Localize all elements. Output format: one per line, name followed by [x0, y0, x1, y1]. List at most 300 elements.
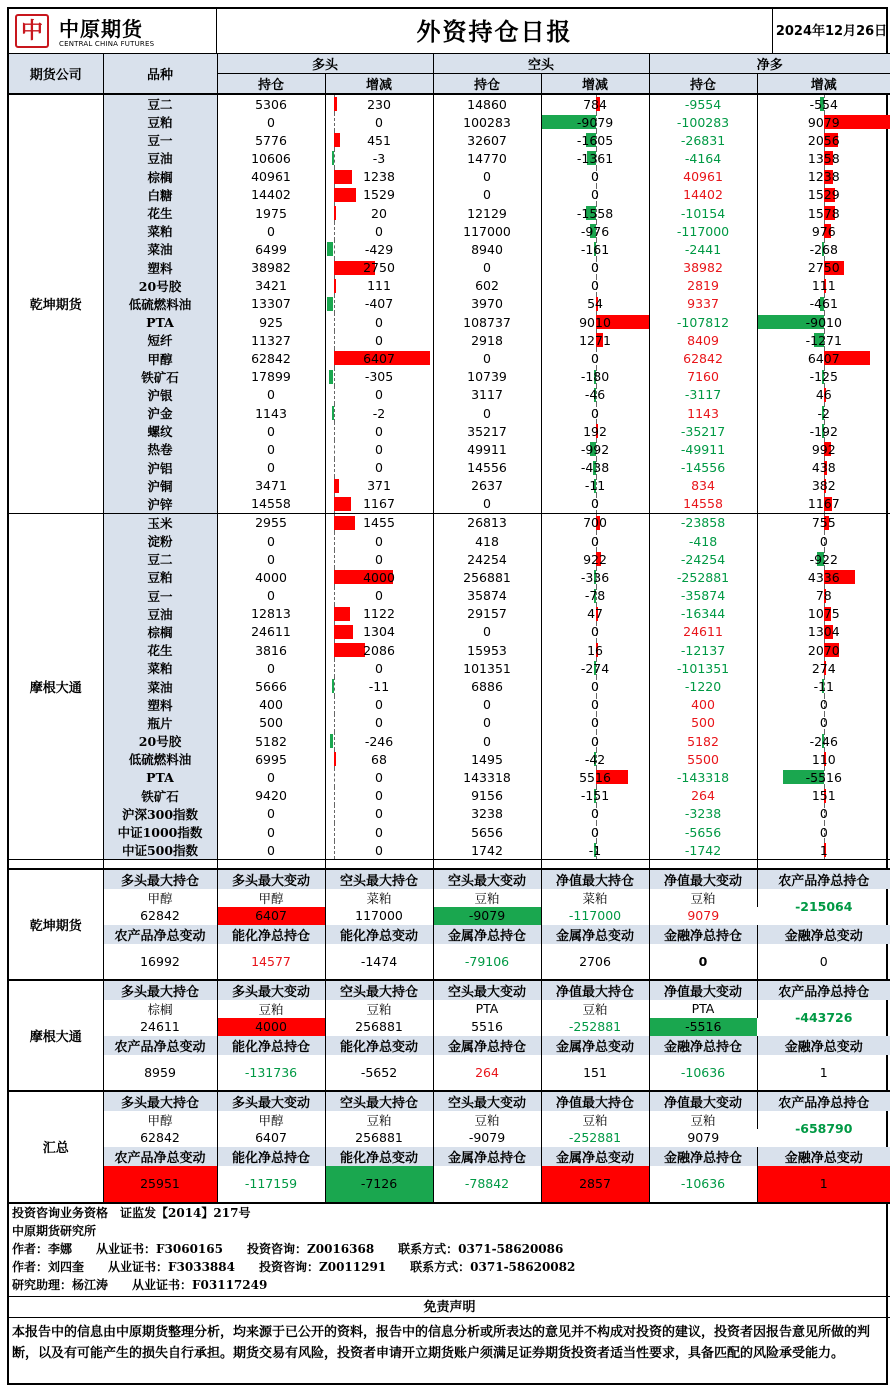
net-change	[757, 823, 890, 841]
footer	[9, 1202, 890, 1294]
cell-value: 0	[267, 660, 275, 676]
short-hold	[433, 94, 541, 113]
long-change	[325, 750, 433, 768]
cell-value: 46	[815, 387, 832, 403]
long-hold	[217, 386, 325, 404]
summary-value: 14577	[217, 944, 325, 980]
long-change	[325, 113, 433, 131]
cell-value: 1143	[255, 405, 287, 421]
positions-table	[9, 54, 890, 868]
cell-value: 0	[819, 715, 828, 731]
summary-header: 空头最大变动	[433, 980, 541, 1000]
short-change	[541, 204, 649, 222]
cell-value: 2819	[687, 278, 719, 294]
long-change	[325, 768, 433, 786]
cell-value: 40961	[251, 169, 291, 185]
cell-value: 418	[475, 533, 499, 549]
cell-value: 0	[375, 441, 383, 457]
cell-value: 0	[483, 169, 491, 185]
long-change	[325, 787, 433, 805]
short-change	[541, 131, 649, 149]
table-row	[9, 659, 890, 677]
variety-name: 20号胶	[103, 277, 217, 295]
summary-company: 汇总	[9, 1091, 103, 1202]
net-change	[757, 732, 890, 750]
long-hold	[217, 787, 325, 805]
net-change	[757, 477, 890, 495]
net-hold	[649, 404, 757, 422]
net-change	[757, 222, 890, 240]
summary-header: 空头最大变动	[433, 869, 541, 889]
cell-value: -976	[580, 223, 610, 239]
cell-value: 68	[371, 751, 387, 767]
long-hold	[217, 623, 325, 641]
net-hold	[649, 677, 757, 695]
net-hold	[649, 277, 757, 295]
cell-value: 24254	[467, 551, 507, 567]
cell-value: 192	[583, 423, 607, 439]
change-bar	[334, 516, 356, 530]
short-change	[541, 587, 649, 605]
variety-name: 花生	[103, 204, 217, 222]
col-net-hold: 持仓	[649, 74, 757, 95]
table-row	[9, 677, 890, 695]
short-change	[541, 805, 649, 823]
summary-header: 净值最大变动	[649, 980, 757, 1000]
cell-value: 14402	[683, 187, 723, 203]
summary-item: 甲醇	[217, 1111, 325, 1129]
long-hold	[217, 659, 325, 677]
col-variety: 品种	[103, 54, 217, 94]
cell-value: 2086	[363, 642, 395, 658]
cell-value: 0	[375, 332, 383, 348]
bar-axis	[334, 677, 335, 695]
cell-value: 0	[375, 588, 383, 604]
cell-value: 0	[483, 496, 491, 512]
cell-value: 0	[483, 351, 491, 367]
summary-agri-net: -443726	[795, 1010, 853, 1026]
net-change	[757, 641, 890, 659]
cell-value: 0	[591, 405, 599, 421]
cell-value: 0	[483, 624, 491, 640]
long-hold	[217, 714, 325, 732]
cell-value: -5516	[805, 769, 842, 785]
table-row	[9, 204, 890, 222]
cell-value: 0	[375, 551, 383, 567]
summary-header: 金融净总变动	[757, 1036, 890, 1055]
long-change	[325, 587, 433, 605]
summary-header: 农产品净总持仓	[757, 980, 890, 1000]
logo-mark-icon: 中	[15, 14, 49, 48]
net-hold	[649, 94, 757, 113]
long-hold	[217, 222, 325, 240]
summary-header: 空头最大持仓	[325, 980, 433, 1000]
short-change	[541, 368, 649, 386]
cell-value: 0	[591, 187, 599, 203]
short-change	[541, 714, 649, 732]
variety-name: 短纤	[103, 331, 217, 349]
long-hold	[217, 550, 325, 568]
short-change	[541, 440, 649, 458]
summary-item: PTA	[433, 1000, 541, 1018]
cell-value: 0	[267, 824, 275, 840]
cell-value: 0	[267, 387, 275, 403]
cell-value: 1578	[807, 205, 840, 221]
bar-axis	[334, 532, 335, 550]
long-change	[325, 459, 433, 477]
short-hold	[433, 805, 541, 823]
cell-value: 0	[591, 697, 599, 713]
net-change	[757, 623, 890, 641]
short-change	[541, 568, 649, 586]
footer-author-1: 作者：李娜 从业证书：F3060165 投资咨询：Z0016368 联系方式：0371-58620086	[12, 1241, 564, 1256]
net-hold	[649, 113, 757, 131]
summary-row	[9, 1000, 890, 1018]
summary-header: 空头最大持仓	[325, 869, 433, 889]
long-change	[325, 368, 433, 386]
cell-value: 3117	[471, 387, 503, 403]
cell-value: 17899	[251, 369, 291, 385]
summary-value: -5516	[649, 1018, 757, 1036]
change-bar	[327, 242, 333, 256]
long-hold	[217, 641, 325, 659]
short-change	[541, 149, 649, 167]
long-hold	[217, 841, 325, 860]
net-hold	[649, 623, 757, 641]
cell-value: 0	[267, 441, 275, 457]
cell-value: -1605	[576, 132, 614, 148]
cell-value: 14402	[251, 187, 291, 203]
change-bar	[334, 206, 336, 220]
short-hold	[433, 495, 541, 514]
cell-value: 0	[267, 423, 275, 439]
summary-value: 264	[433, 1055, 541, 1091]
cell-value: 2056	[807, 132, 840, 148]
cell-value: -23858	[680, 515, 726, 531]
long-change	[325, 641, 433, 659]
summary-value: -252881	[541, 1129, 649, 1147]
cell-value: 0	[267, 769, 275, 785]
logo-cn: 中原期货	[59, 17, 143, 41]
summary-header: 农产品净总变动	[103, 925, 217, 944]
short-change	[541, 696, 649, 714]
net-hold	[649, 349, 757, 367]
short-change	[541, 768, 649, 786]
disclaimer	[9, 1296, 890, 1368]
cell-value: 14558	[683, 496, 723, 512]
short-change	[541, 732, 649, 750]
cell-value: -922	[809, 551, 838, 567]
cell-value: 0	[267, 588, 275, 604]
change-bar	[334, 479, 340, 493]
cell-value: 1358	[807, 150, 840, 166]
table-row	[9, 295, 890, 313]
variety-name: 沪金	[103, 404, 217, 422]
long-change	[325, 94, 433, 113]
cell-value: 500	[259, 715, 283, 731]
cell-value: 0	[267, 460, 275, 476]
table-row	[9, 696, 890, 714]
cell-value: 24611	[683, 624, 723, 640]
cell-value: 1143	[687, 405, 719, 421]
bar-axis	[334, 805, 335, 823]
cell-value: -9554	[684, 96, 722, 112]
net-hold	[649, 295, 757, 313]
variety-name: 热卷	[103, 440, 217, 458]
cell-value: 500	[691, 715, 715, 731]
table-row	[9, 131, 890, 149]
long-change	[325, 222, 433, 240]
cell-value: 976	[811, 223, 836, 239]
short-change	[541, 659, 649, 677]
short-change	[541, 277, 649, 295]
long-change	[325, 131, 433, 149]
long-change	[325, 841, 433, 860]
summary-value: -7126	[325, 1166, 433, 1202]
long-change	[325, 805, 433, 823]
net-change	[757, 841, 890, 860]
change-bar	[329, 370, 334, 384]
change-bar	[334, 643, 365, 657]
long-change	[325, 823, 433, 841]
table-row	[9, 477, 890, 495]
long-change	[325, 550, 433, 568]
cell-value: 62842	[251, 351, 291, 367]
short-hold	[433, 677, 541, 695]
net-change	[757, 440, 890, 458]
cell-value: 10606	[251, 150, 291, 166]
net-change	[757, 295, 890, 313]
long-change	[325, 714, 433, 732]
cell-value: -117000	[676, 223, 730, 239]
cell-value: 47	[587, 606, 603, 622]
cell-value: -143318	[676, 769, 730, 785]
long-hold	[217, 605, 325, 623]
cell-value: 1122	[363, 606, 395, 622]
short-hold	[433, 750, 541, 768]
cell-value: -42	[584, 751, 606, 767]
short-hold	[433, 168, 541, 186]
cell-value: -3	[372, 150, 386, 166]
net-change	[757, 532, 890, 550]
short-hold	[433, 259, 541, 277]
net-change	[757, 404, 890, 422]
bar-axis	[334, 823, 335, 841]
cell-value: 0	[819, 697, 828, 713]
variety-name: 铁矿石	[103, 368, 217, 386]
long-hold	[217, 295, 325, 313]
long-change	[325, 404, 433, 422]
summary-header: 金属净总变动	[541, 1147, 649, 1166]
cell-value: -4164	[684, 150, 722, 166]
short-change	[541, 349, 649, 367]
cell-value: 9420	[255, 788, 287, 804]
net-hold	[649, 459, 757, 477]
variety-name: 豆二	[103, 550, 217, 568]
cell-value: -1742	[684, 842, 722, 858]
summary-item: 豆粕	[649, 1111, 757, 1129]
disclaimer-title: 免责声明	[9, 1296, 890, 1318]
short-hold	[433, 513, 541, 532]
cell-value: -9079	[576, 114, 614, 130]
net-hold	[649, 605, 757, 623]
logo	[9, 9, 217, 54]
summary-header: 农产品净总变动	[103, 1147, 217, 1166]
summary-item: 豆粕	[325, 1000, 433, 1018]
cell-value: -26831	[680, 132, 726, 148]
cell-value: -107812	[676, 314, 730, 330]
cell-value: 256881	[463, 569, 511, 585]
summary-header: 金属净总持仓	[433, 1036, 541, 1055]
cell-value: 5656	[471, 824, 503, 840]
net-hold	[649, 149, 757, 167]
cell-value: 6407	[363, 351, 395, 367]
cell-value: 32607	[467, 132, 507, 148]
net-hold	[649, 259, 757, 277]
long-change	[325, 331, 433, 349]
cell-value: 14556	[467, 460, 507, 476]
cell-value: 6499	[255, 241, 287, 257]
net-change	[757, 587, 890, 605]
short-hold	[433, 823, 541, 841]
summary-header: 金属净总变动	[541, 1036, 649, 1055]
summary-value: 256881	[325, 1018, 433, 1036]
bar-axis	[334, 696, 335, 714]
variety-name: 塑料	[103, 696, 217, 714]
variety-name: PTA	[103, 768, 217, 786]
variety-name: 沪深300指数	[103, 805, 217, 823]
short-hold	[433, 313, 541, 331]
variety-name: 甲醇	[103, 349, 217, 367]
cell-value: 2918	[471, 332, 503, 348]
short-change	[541, 240, 649, 258]
cell-value: 1529	[807, 187, 840, 203]
summary-row	[9, 889, 890, 907]
change-bar	[334, 279, 336, 293]
cell-value: 0	[591, 733, 599, 749]
net-hold	[649, 550, 757, 568]
long-change	[325, 204, 433, 222]
cell-value: 1271	[579, 332, 611, 348]
long-hold	[217, 168, 325, 186]
net-change	[757, 768, 890, 786]
cell-value: 274	[811, 660, 836, 676]
net-change	[757, 277, 890, 295]
summary-item: 甲醇	[103, 889, 217, 907]
cell-value: -180	[580, 369, 610, 385]
short-change	[541, 623, 649, 641]
cell-value: -407	[364, 296, 394, 312]
summary-value: -10636	[649, 1055, 757, 1091]
cell-value: 1742	[471, 842, 503, 858]
summary-value: -1474	[325, 944, 433, 980]
cell-value: -2	[372, 405, 386, 421]
cell-value: -461	[809, 296, 838, 312]
cell-value: 11327	[251, 332, 291, 348]
summary-header: 能化净总持仓	[217, 1147, 325, 1166]
variety-name: 低硫燃料油	[103, 295, 217, 313]
cell-value: -2441	[684, 241, 722, 257]
summary-header: 净值最大持仓	[541, 1091, 649, 1111]
summary-header: 能化净总持仓	[217, 925, 325, 944]
change-bar	[334, 752, 336, 766]
net-hold	[649, 750, 757, 768]
net-hold	[649, 422, 757, 440]
cell-value: -11	[813, 679, 834, 695]
short-hold	[433, 477, 541, 495]
net-change	[757, 550, 890, 568]
long-hold	[217, 587, 325, 605]
summary-header: 空头最大变动	[433, 1091, 541, 1111]
cell-value: -418	[688, 533, 718, 549]
cell-value: 29157	[467, 606, 507, 622]
cell-value: 755	[811, 515, 836, 531]
net-change	[757, 259, 890, 277]
table-row	[9, 94, 890, 113]
table-row	[9, 404, 890, 422]
net-change	[757, 513, 890, 532]
summary-item: 棕榈	[103, 1000, 217, 1018]
long-hold	[217, 768, 325, 786]
net-change	[757, 349, 890, 367]
cell-value: 10739	[467, 369, 507, 385]
summary-value: 1	[757, 1166, 890, 1202]
col-company: 期货公司	[9, 54, 103, 94]
summary-value: 4000	[217, 1018, 325, 1036]
bar-axis	[334, 240, 335, 258]
variety-name: 中证1000指数	[103, 823, 217, 841]
summary-header: 多头最大持仓	[103, 1091, 217, 1111]
long-hold	[217, 677, 325, 695]
cell-value: -125	[809, 369, 838, 385]
cell-value: 5776	[255, 132, 287, 148]
cell-value: 0	[375, 314, 383, 330]
short-hold	[433, 240, 541, 258]
summary-item: 甲醇	[103, 1111, 217, 1129]
net-hold	[649, 313, 757, 331]
bar-axis	[334, 222, 335, 240]
cell-value: 20	[371, 205, 387, 221]
cell-value: -46	[584, 387, 606, 403]
table-row	[9, 605, 890, 623]
cell-value: 925	[259, 314, 283, 330]
long-change	[325, 149, 433, 167]
summary-header: 金融净总持仓	[649, 1036, 757, 1055]
summary-header: 空头最大持仓	[325, 1091, 433, 1111]
table-row	[9, 349, 890, 367]
change-bar	[327, 297, 333, 311]
cell-value: 1	[819, 842, 828, 858]
short-change	[541, 113, 649, 131]
cell-value: 5666	[255, 679, 287, 695]
short-hold	[433, 404, 541, 422]
cell-value: 151	[811, 788, 836, 804]
variety-name: 塑料	[103, 259, 217, 277]
short-hold	[433, 368, 541, 386]
short-hold	[433, 149, 541, 167]
cell-value: 0	[591, 806, 599, 822]
long-hold	[217, 422, 325, 440]
change-bar	[334, 607, 351, 621]
cell-value: -1220	[684, 679, 722, 695]
net-change	[757, 149, 890, 167]
summary-value: -10636	[649, 1166, 757, 1202]
net-hold	[649, 440, 757, 458]
cell-value: -2	[817, 405, 831, 421]
long-change	[325, 605, 433, 623]
cell-value: 111	[811, 278, 836, 294]
cell-value: 2750	[807, 260, 840, 276]
